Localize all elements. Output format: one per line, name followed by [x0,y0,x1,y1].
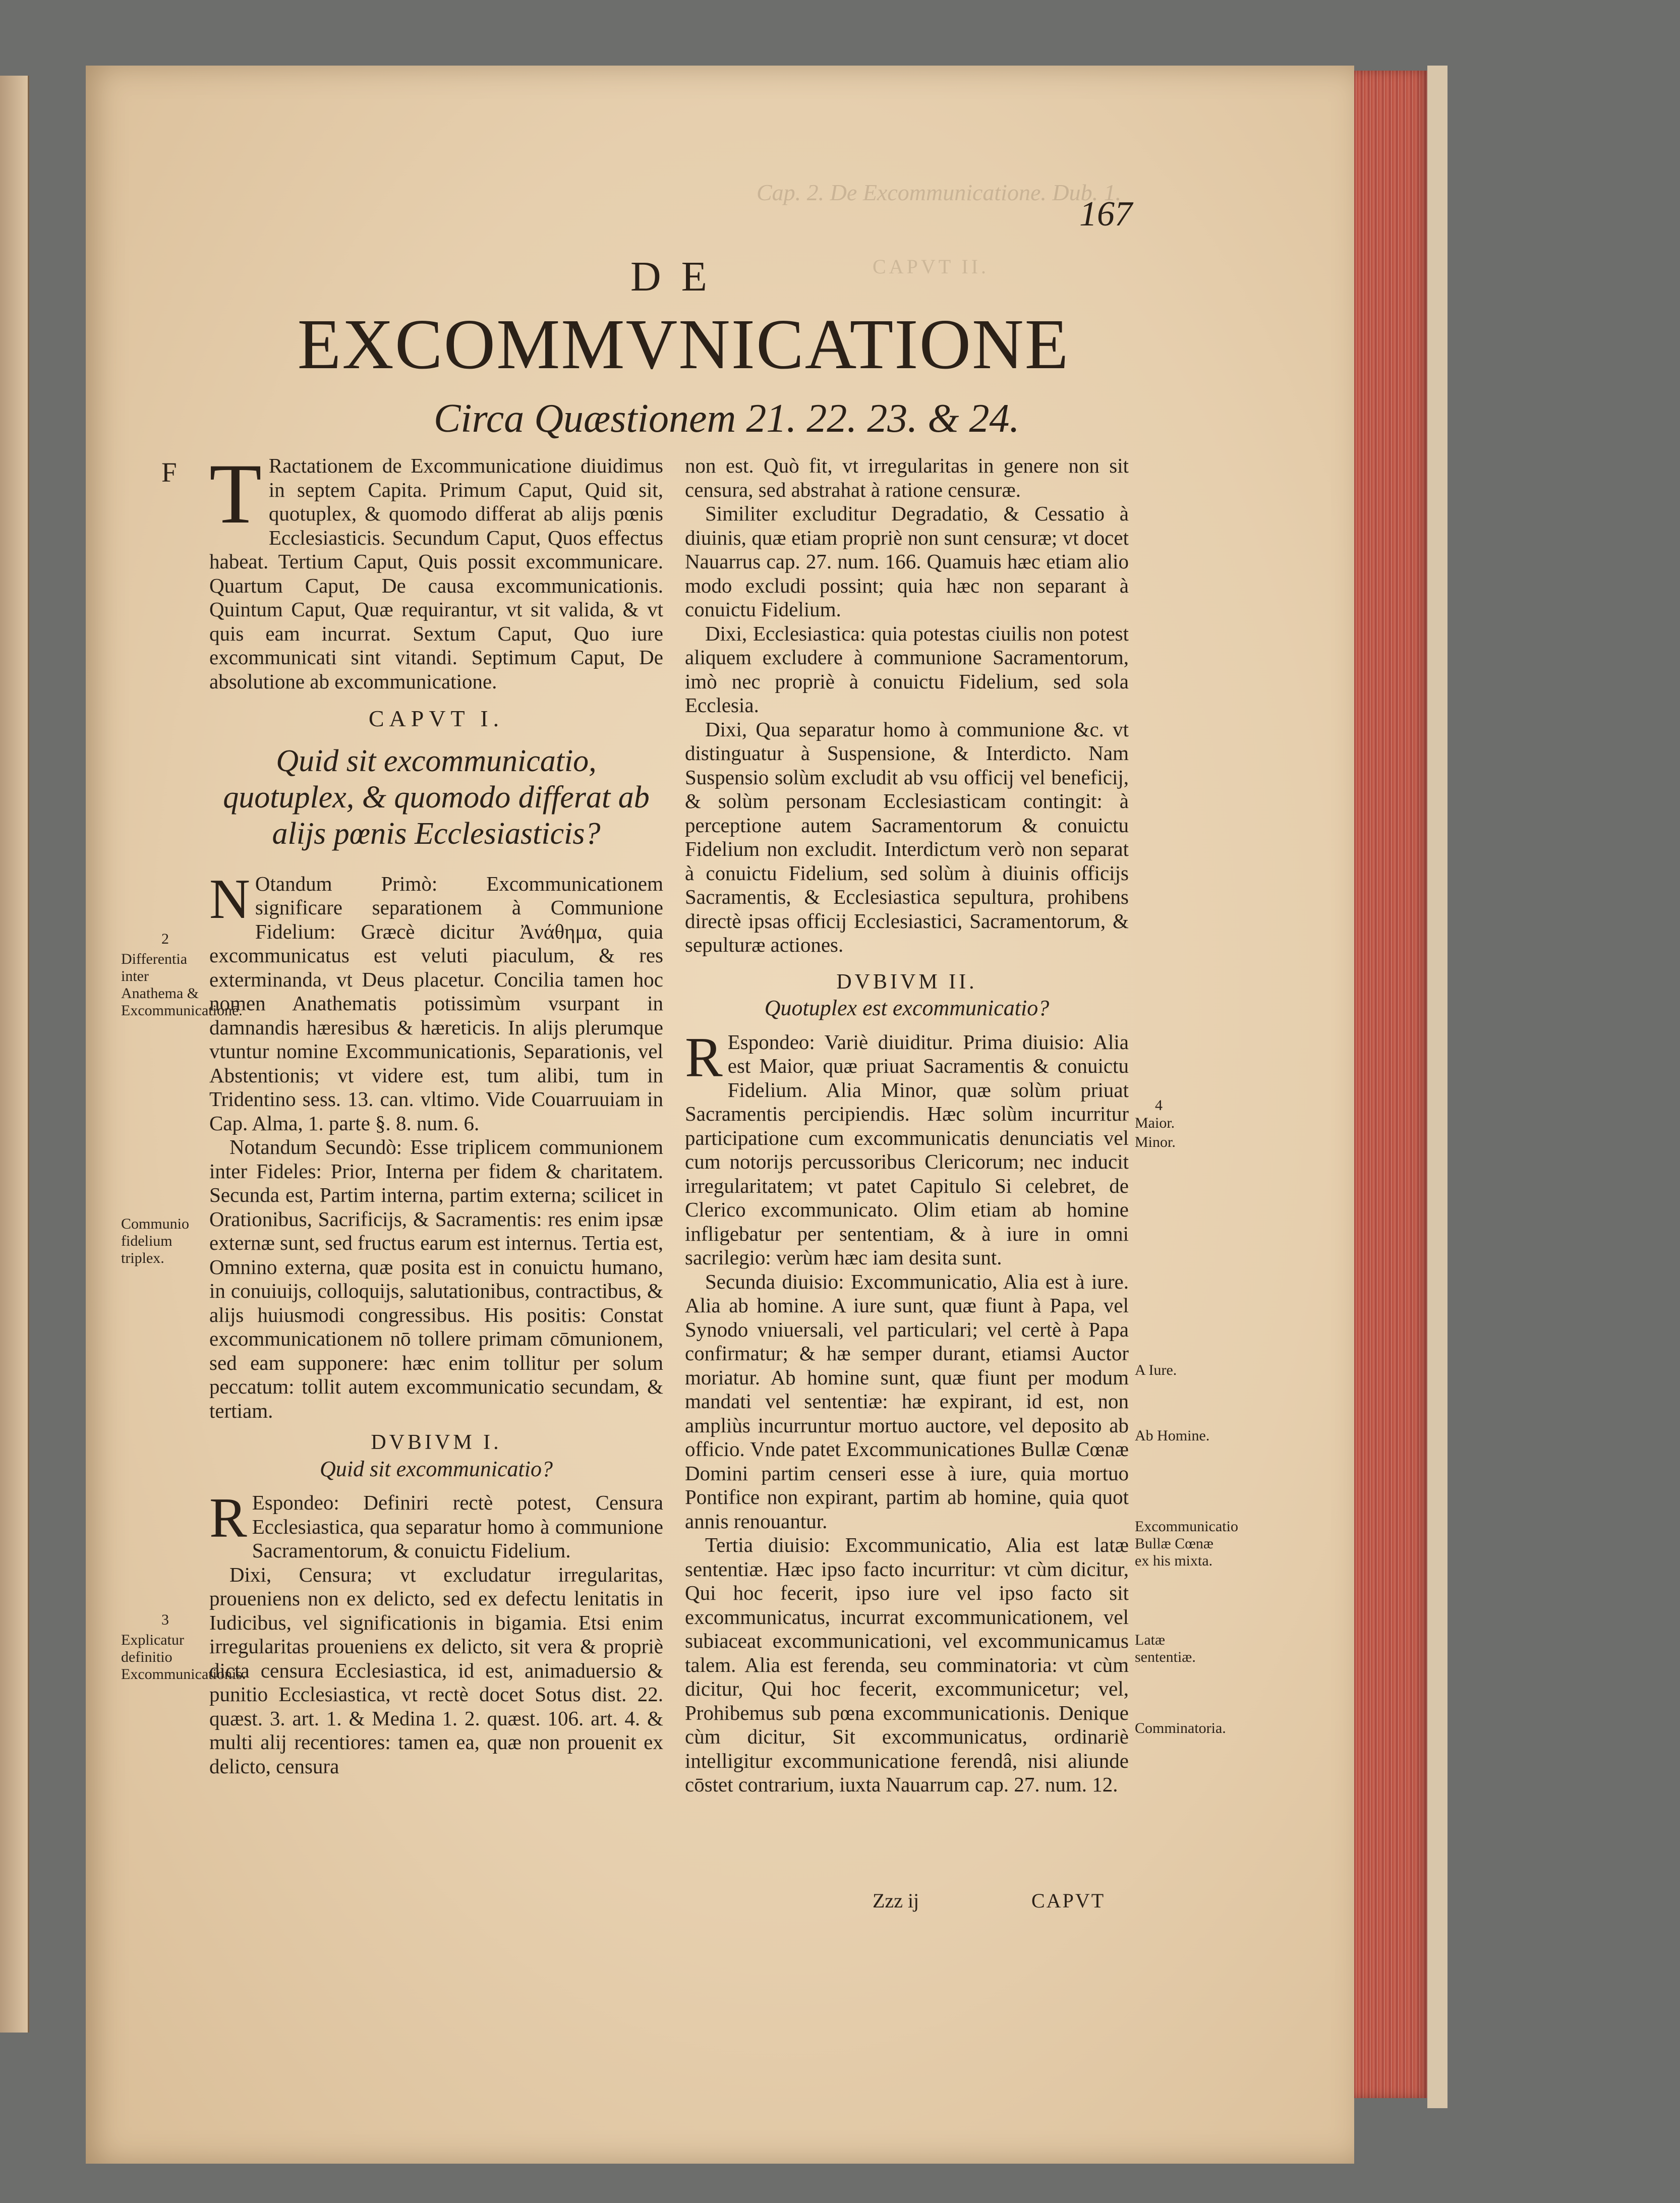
dubium-heading: DVBIVM II. [836,970,977,994]
margin-number: 4 [1155,1097,1163,1114]
margin-number: 2 [161,931,169,947]
signature-mark: Zzz ij [873,1889,919,1912]
paragraph-respondeo-varie: R Espondeo: Variè diuiditur. Prima diuisio: Alia est Maior, quæ priuat Sacramentis & conuictu Fidelium. Alia Minor, quæ solùm priuat Sacramentis percipiendis. Hæc solùm incurritur participatione cum excommunicatis denunciatis vel cum notorijs percussoribus Clericorum; nec inducit irregularitatem; vt patet Capitulo Si celebret, de Clerico excommunicato. Olim etiam ab homine infligebatur per sententiam, & à iure in omni sacrilegio: verùm hæc iam desita sunt. [685,1026,1129,1269]
margin-note-minor: Minor. [1135,1134,1176,1150]
margin-number: 3 [161,1611,169,1628]
catchword: CAPVT [1031,1889,1106,1912]
heading-title: EXCOMMVNICATIONE [297,304,1070,384]
margin-note-explicatur: Explicatur definitio Excommunicationis. [121,1632,246,1683]
column-left [209,446,663,1778]
paragraph-dixi-censura: Dixi, Censura; vt excludatur irregularitas, proueniens non ex delicto, sed ex defectu lenitatis in Iudicibus, vel significationis in bigamia. Etsi enim irregularitas proueniens ex delicto, sit vera & propriè dicta censura Ecclesiastica, id est, animaduersio & punitio Ecclesiastica, vt rectè docet Sotus dist. 22. quæst. 3. art. 1. & Medina 1. 2. quæst. 106. art. 4. & multi alij recentiores: tamen ea, quæ non prouenit ex delicto, censura [209,1562,663,1778]
dubium-title: Quid sit excommunicatio? [320,1456,553,1481]
margin-note-ab-homine: Ab Homine. [1135,1427,1210,1444]
dropcap-r: R [209,1487,247,1549]
paragraph-continued: non est. Quò fit, vt irregularitas in genere non sit censura, sed abstrahat à ratione censuræ. [685,454,1129,501]
paragraph-dixi-ecclesiastica: Dixi, Ecclesiastica: quia potestas ciuilis non potest aliquem excludere à communione Sacramentorum, imò nec propriè à conuictu Fidelium, sed sola Ecclesia. [685,621,1129,717]
fore-edge [1427,66,1447,2108]
paragraph-notandum-primo: N Otandum Primò: Excommunicationem significare separationem à Communione Fidelium: Græcè dicitur Ἀνάθημα, quia excommunicatus est veluti piaculum, & res exterminanda, vt Deus placetur. Concilia tamen hoc nomen Anathematis potissimùm vsurpant in damnandis hæresibus & hæreticis. In alijs plerumque vtuntur nomine Excommunicationis, Separationis, vel Abstentionis; vt videre est, tum alibi, tum in Tridentino sess. 13. can. vltimo. Vide Couarruuiam in Cap. Alma, 1. parte §. 8. num. 6. [209,867,663,1135]
caput-heading: CAPVT I. [368,706,504,731]
paragraph-tertia-diuisio: Tertia diuisio: Excommunicatio, Alia est latæ sententiæ. Hæc ipso facto incurritur: vt cùm dicitur, Qui hoc fecerit, ipso iure vel ipso facto sit excommunicatus, incurrat excommunicationem, vel subiaceat excommunicationi, vel excommunicamus talem. Alia est ferenda, seu comminatoria: vt cùm dicitur, Qui hoc fecerit, excommunicetur; vel, Prohibemus sub pœna excommunicationis. Denique cùm dicitur, Sit excommunicatus, ordinariè intelligitur excommunicatione ferendâ, nisi aliunde cōstet contrarium, iuxta Nauarrum cap. 27. num. 12. [685,1533,1129,1796]
margin-note-latae: Latæ sententiæ. [1135,1632,1196,1665]
caput-title: Quid sit excommunicatio, quotuplex, & quomodo differat ab alijs pœnis Ecclesiasticis? [223,743,650,851]
margin-note-a-iure: A Iure. [1135,1362,1177,1378]
dropcap-r: R [685,1026,723,1089]
heading-de: DE [630,253,727,300]
margin-note-bulla: Excommunicatio Bullæ Cœnæ ex his mixta. [1135,1518,1238,1569]
column-right [685,454,1129,1797]
facing-page-edge [0,76,29,2033]
dubium-heading: DVBIVM I. [371,1431,502,1454]
paragraph-secunda-diuisio: Secunda diuisio: Excommunicatio, Alia est à iure. Alia ab homine. A iure sunt, quæ fiunt à Papa, vel Synodo vniuersali, vel particulari; vel certè à Papa confirmatur; & hæ semper durant, etiamsi Auctor moriatur. Ab homine sunt, quæ fiunt per modum mandati vel sententiæ: hæ expirant, id est, non ampliùs incurruntur mortuo auctore, vel deposito ab officio. Vnde patet Excommunicationes Bullæ Cœnæ Domini partim censeri esse à iure, quia mortuo Pontifice non expirant, partim ab homine, quia quot annis renouantur. [685,1269,1129,1533]
paragraph-notandum-secundo: Notandum Secundò: Esse triplicem communionem inter Fideles: Prior, Interna per fidem & charitatem. Secunda est, Partim interna, partim externa; scilicet in Orationibus, Sacrificijs, & Sacramentis: res enim ipsæ externæ sunt, sed fructus earum est internus. Tertia est, Omnino externa, quæ posita est in conuictu humano, in conuiuijs, colloquijs, salutationibus, contractibus, & alijs huiusmodi congressibus. His positis: Constat excommunicationem nō tollere primam cōmunionem, sed eam supponere: hæc enim tollitur per solum peccatum: tollit autem excommunicatio secundam, & tertiam. [209,1135,663,1422]
page-number: 167 [1079,195,1132,234]
intro-paragraph: T Ractationem de Excommunicatione diuidimus in septem Capita. Primum Caput, Quid sit, quotuplex, & quomodo differat ab alijs pœnis Ecclesiasticis. Secundum Caput, Quos effectus habeat. Tertium Caput, Quis possit excommunicare. Quartum Caput, De causa excommunicationis. Quintum Caput, Quæ requirantur, vt sit valida, & vt quis eam incurrat. Sextum Caput, Quo iure excommunicati sint vitandi. Septimum Caput, De absolutione ab excommunicatione. [209,446,663,693]
paragraph-similiter: Similiter excluditur Degradatio, & Cessatio à diuinis, quæ etiam propriè non sunt censuræ; vt docet Nauarrus cap. 27. num. 166. Quamuis hæc etiam alio modo excludi possint; quia hæc non separant à conuictu Fidelium. [685,502,1129,621]
heading-subtitle: Circa Quæstionem 21. 22. 23. & 24. [434,396,1020,441]
margin-note-comminatoria: Comminatoria. [1135,1720,1226,1736]
dropcap-t: T [209,446,262,541]
bleed-through-caput: CAPVT II. [873,255,990,278]
margin-note-communio: Communio fidelium triplex. [121,1215,190,1266]
paragraph-respondeo: R Espondeo: Definiri rectè potest, Censura Ecclesiastica, qua separatur homo à communione Sacramentorum, & conuictu Fidelium. [209,1487,663,1562]
margin-note-maior: Maior. [1135,1115,1175,1131]
dropcap-n: N [209,867,250,931]
dubium-title: Quotuplex est excommunicatio? [764,996,1050,1020]
bleed-through-running-head: Cap. 2. De Excommunicatione. Dub. 1. [757,180,1122,205]
paragraph-dixi-qua: Dixi, Qua separatur homo à communione &c. vt distinguatur à Suspensione, & Interdicto. Nam Suspensio solùm excludit ab vsu officij vel beneficij, & solùm personam Ecclesiasticam contingit: à perceptione autem Sacramentorum & conuictu Fidelium non excludit. Interdictum verò non separat à conuictu Fidelium, sed solùm à diuinis officijs Sacramentis, & Ecclesiastica sepultura, prohibens directè ipsas officij Ecclesiastici, Sacramentorum, & sepulturæ actiones. [685,717,1129,956]
margin-note-differentia: Differentia inter Anathema & Excommunicationē. [121,951,243,1019]
section-mark: F [161,457,177,488]
